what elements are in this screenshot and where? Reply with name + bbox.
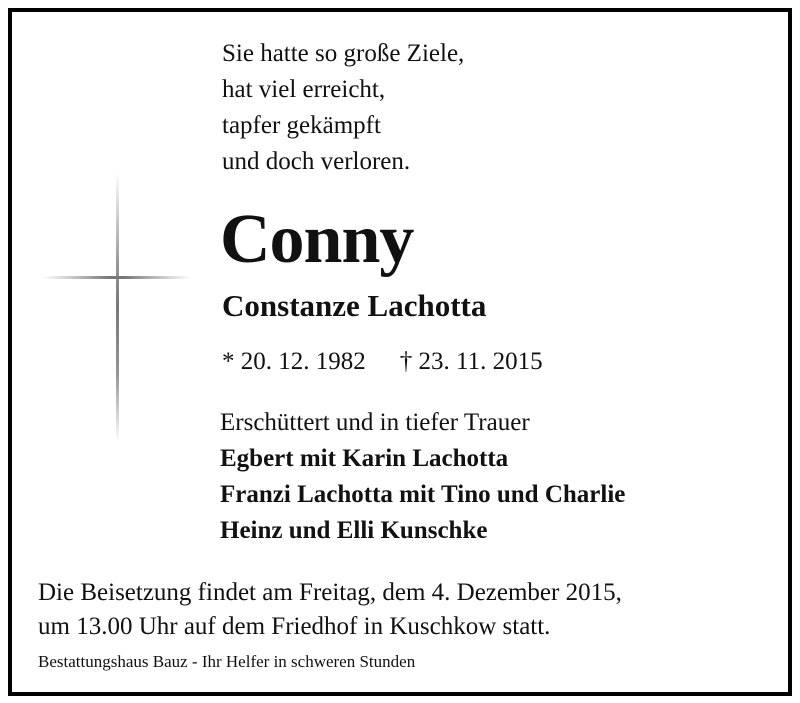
birth-date: * 20. 12. 1982 [222,348,366,375]
burial-info [38,576,622,644]
mourner-name: Egbert mit Karin Lachotta [220,445,509,472]
death-date: † 23. 11. 2015 [399,348,543,375]
burial-line: um 13.00 Uhr auf dem Friedhof in Kuschkow statt. [38,613,551,640]
deceased-full-name: Constanze Lachotta [222,288,487,323]
poem [222,36,464,180]
poem-line: tapfer gekämpft [222,112,381,139]
deceased-nickname: Conny [220,201,414,278]
life-dates [222,344,543,380]
poem-line: Sie hatte so große Ziele, [222,40,465,67]
obituary-notice [8,8,792,696]
mourner-name: Heinz und Elli Kunschke [220,517,488,544]
funeral-home: Bestattungshaus Bauz - Ihr Helfer in schweren Stunden [38,652,416,671]
mourners-intro: Erschüttert und in tiefer Trauer [220,409,530,436]
burial-line: Die Beisetzung findet am Freitag, dem 4. Dezember 2015, [38,579,622,606]
mourners [220,405,625,549]
mourner-name: Franzi Lachotta mit Tino und Charlie [220,481,626,508]
poem-line: und doch verloren. [222,148,411,175]
cross-icon [42,172,192,442]
poem-line: hat viel erreicht, [222,76,386,103]
